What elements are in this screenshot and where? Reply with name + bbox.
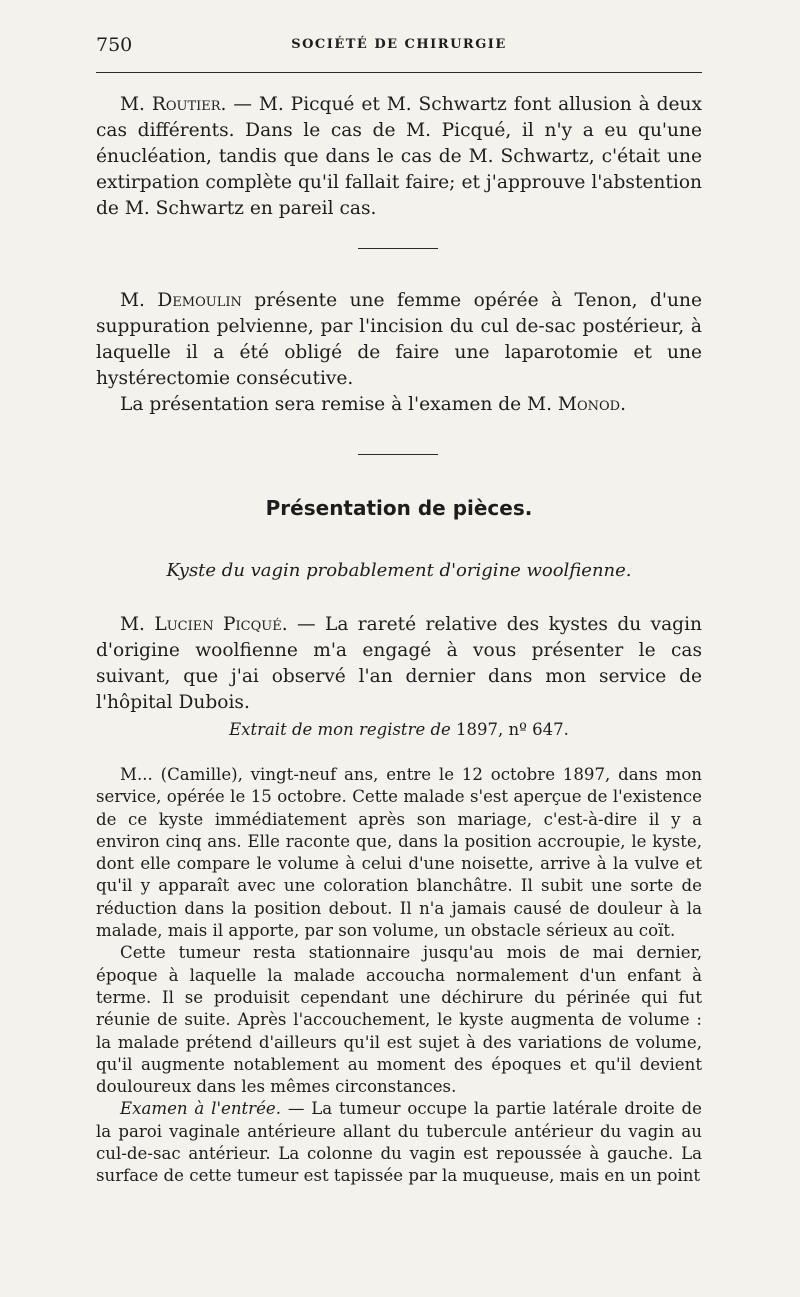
examen-label: Examen à l'entrée.	[120, 1099, 282, 1119]
observation-paragraph-3: — La tumeur occupe la partie latérale droite de la paroi vaginale antérieure allant du tubercule antérieur du vagin au cul-de-sac antérieur. La colonne du vagin est repoussée à gauche. La surface de cette tumeur est tapissée par la muqueuse, mais en un point	[96, 1099, 702, 1186]
section-subtitle: Kyste du vagin probablement d'origine woolfienne.	[166, 560, 632, 581]
routier-text: — M. Picqué et M. Schwartz font allusion à deux cas différents. Dans le cas de M. Picqué, il n'y a eu qu'une énucléation, tandis que dans le cas de M. Schwartz, c'était une extirpation complète qu'il fallait faire; et j'approuve l'abstention de M. Schwartz en pareil cas.	[96, 94, 702, 219]
name-monod: Monod	[557, 394, 621, 415]
extrait-ref: 1897, nº 647.	[450, 720, 569, 739]
section-title: Présentation de pièces.	[265, 496, 533, 520]
separator-2	[358, 454, 438, 455]
page-number: 750	[96, 34, 133, 56]
observation-body	[96, 764, 702, 1188]
routier-paragraph	[96, 92, 702, 222]
extrait-heading	[96, 720, 702, 739]
running-header	[96, 34, 702, 60]
observation-paragraph-1: M... (Camille), vingt-neuf ans, entre le 12 octobre 1897, dans mon service, opérée le 15 octobre. Cette malade s'est aperçue de l'existence de ce kyste immédiatement après son mariage, c'est-à-dire il y a environ cinq ans. Elle raconte que, dans la position accroupie, le kyste, dont elle compare le volume à celui d'une noisette, arrive à la vulve et qu'il y apparaît avec une coloration blanchâtre. Il subit une sorte de réduction dans la position debout. Il n'a jamais causé de douleur à la malade, mais il apporte, par son volume, un obstacle sérieux au coït.	[96, 765, 702, 941]
speaker-routier: M. Routier.	[120, 94, 227, 115]
separator-1	[358, 248, 438, 249]
header-rule	[96, 72, 702, 73]
running-title: SOCIÉTÉ DE CHIRURGIE	[291, 37, 507, 52]
speaker-picque: Lucien Picqué	[154, 614, 282, 635]
extrait-label: Extrait de mon registre de	[229, 720, 451, 739]
demoulin-paragraph: M. Demoulin présente une femme opérée à Tenon, d'une suppuration pelvienne, par l'incision du cul de-sac postérieur, à laquelle il a été obligé de faire une laparotomie et une hystérectomie consécutive. La présentation sera remise à l'examen de M. Monod.	[96, 290, 702, 415]
observation-paragraph-2: Cette tumeur resta stationnaire jusqu'au mois de mai dernier, époque à laquelle la malade accoucha normalement d'un enfant à terme. Il se produisit cependant une déchirure du périnée qui fut réunie de suite. Après l'accouchement, le kyste augmenta de volume : la malade prétend d'ailleurs qu'il est sujet à des variations de volume, qu'il augmente notablement au moment des époques et qu'il devient douloureux dans les mêmes circonstances.	[96, 943, 702, 1097]
speaker-demoulin: Demoulin	[157, 290, 242, 311]
demoulin-text: présente une femme opérée à Tenon, d'une suppuration pelvienne, par l'incision du cul de-sac postérieur, à laquelle il a été obligé de faire une laparotomie et une hystérectomie consécutive.	[96, 290, 702, 389]
picque-text: . — La rareté relative des kystes du vagin d'origine woolfienne m'a engagé à vous présenter le cas suivant, que j'ai observé l'an dernier dans mon service de l'hôpital Dubois.	[96, 614, 702, 713]
picque-paragraph: M. Lucien Picqué. — La rareté relative des kystes du vagin d'origine woolfienne m'a engagé à vous présenter le cas suivant, que j'ai observé l'an dernier dans mon service de l'hôpital Dubois.	[96, 614, 702, 713]
